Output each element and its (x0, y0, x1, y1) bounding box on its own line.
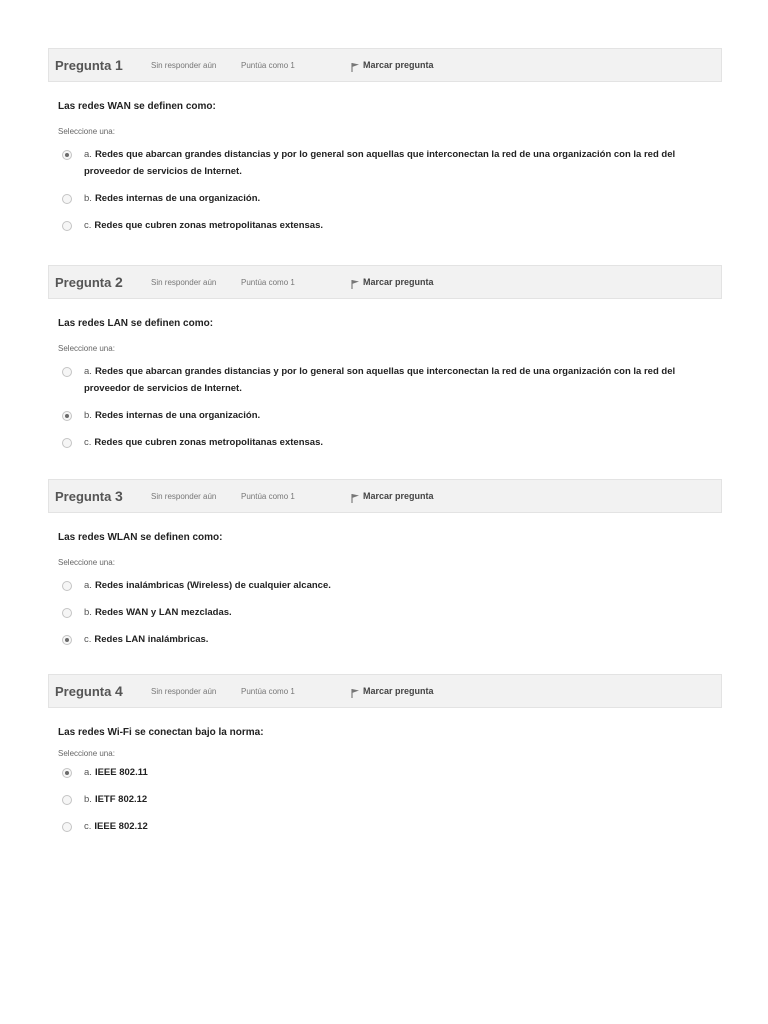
option-text: Redes que abarcan grandes distancias y por lo general son aquellas que interconectan la red de una organización con la red del proveedor de servicios de Internet. (84, 149, 676, 177)
option-letter: a. (84, 149, 92, 160)
option-text: Redes que cubren zonas metropolitanas extensas. (94, 437, 323, 448)
option-letter: b. (84, 607, 92, 618)
radio-button[interactable] (62, 795, 72, 805)
question-1 (48, 48, 722, 244)
answer-option-label[interactable] (84, 407, 260, 424)
flag-question-label: Marcar pregunta (363, 686, 434, 696)
option-text: Redes WAN y LAN mezcladas. (94, 607, 232, 618)
option-text: Redes que cubren zonas metropolitanas extensas. (94, 220, 323, 231)
answer-option-a[interactable] (58, 764, 722, 781)
answer-option-label[interactable] (84, 604, 232, 621)
answer-option-label[interactable] (84, 764, 148, 781)
answer-options (58, 146, 722, 234)
question-2 (48, 265, 722, 461)
question-header (48, 479, 722, 513)
question-title (55, 274, 151, 290)
flag-icon (351, 62, 360, 72)
option-text: Redes internas de una organización. (94, 410, 261, 421)
answer-option-c[interactable] (58, 818, 722, 835)
question-title-label: Pregunta (55, 58, 112, 73)
answer-option-label[interactable] (84, 818, 148, 835)
question-header (48, 48, 722, 82)
flag-icon (351, 688, 360, 698)
answer-option-label[interactable] (84, 190, 260, 207)
answer-prompt: Seleccione una: (58, 127, 115, 136)
radio-button[interactable] (62, 438, 72, 448)
option-letter: c. (84, 220, 92, 231)
answer-options (58, 363, 722, 451)
option-text: IEEE 802.12 (94, 821, 148, 832)
option-letter: a. (84, 580, 92, 591)
flag-question-button[interactable] (351, 277, 434, 287)
option-text: Redes que abarcan grandes distancias y por lo general son aquellas que interconectan la red de una organización con la red del proveedor de servicios de Internet. (84, 366, 676, 394)
question-state: Sin responder aún (151, 60, 217, 70)
answer-option-label[interactable] (84, 577, 331, 594)
question-number: 1 (114, 57, 123, 73)
answer-option-a[interactable] (58, 363, 722, 397)
option-text: IETF 802.12 (94, 794, 148, 805)
question-grade: Puntúa como 1 (241, 277, 295, 287)
option-letter: b. (84, 794, 92, 805)
answer-option-c[interactable] (58, 631, 722, 648)
answer-options (58, 764, 722, 835)
question-title-label: Pregunta (55, 489, 112, 504)
option-letter: c. (84, 437, 92, 448)
answer-option-label[interactable] (84, 791, 147, 808)
answer-option-b[interactable] (58, 791, 722, 808)
flag-question-label: Marcar pregunta (363, 491, 434, 501)
question-body (48, 532, 722, 648)
answer-options (58, 577, 722, 648)
radio-button[interactable] (62, 768, 72, 778)
option-letter: b. (84, 410, 92, 421)
flag-icon (351, 279, 360, 289)
flag-question-button[interactable] (351, 491, 434, 501)
question-number: 2 (114, 274, 123, 290)
answer-option-b[interactable] (58, 604, 722, 621)
option-text: IEEE 802.11 (94, 767, 148, 778)
question-text: Las redes Wi-Fi se conectan bajo la norma: (58, 727, 264, 738)
question-grade: Puntúa como 1 (241, 491, 295, 501)
answer-option-label[interactable] (84, 363, 722, 397)
flag-question-button[interactable] (351, 60, 434, 70)
radio-button[interactable] (62, 411, 72, 421)
radio-button[interactable] (62, 367, 72, 377)
question-grade: Puntúa como 1 (241, 60, 295, 70)
question-state: Sin responder aún (151, 686, 217, 696)
question-grade: Puntúa como 1 (241, 686, 295, 696)
flag-question-label: Marcar pregunta (363, 60, 434, 70)
answer-option-b[interactable] (58, 407, 722, 424)
option-letter: b. (84, 193, 92, 204)
answer-option-label[interactable] (84, 217, 323, 234)
question-state: Sin responder aún (151, 277, 217, 287)
answer-option-label[interactable] (84, 434, 323, 451)
answer-option-c[interactable] (58, 217, 722, 234)
radio-button[interactable] (62, 221, 72, 231)
question-title (55, 488, 151, 504)
radio-button[interactable] (62, 194, 72, 204)
radio-button[interactable] (62, 822, 72, 832)
question-text: Las redes WAN se definen como: (58, 101, 216, 112)
flag-question-label: Marcar pregunta (363, 277, 434, 287)
question-text: Las redes LAN se definen como: (58, 318, 214, 329)
answer-option-b[interactable] (58, 190, 722, 207)
radio-button[interactable] (62, 150, 72, 160)
question-header (48, 674, 722, 708)
question-text: Las redes WLAN se definen como: (58, 532, 223, 543)
answer-prompt: Seleccione una: (58, 558, 115, 567)
answer-option-c[interactable] (58, 434, 722, 451)
question-title-label: Pregunta (55, 275, 112, 290)
question-title (55, 683, 151, 699)
question-header (48, 265, 722, 299)
question-number: 3 (114, 488, 123, 504)
radio-button[interactable] (62, 581, 72, 591)
answer-option-a[interactable] (58, 577, 722, 594)
option-text: Redes inalámbricas (Wireless) de cualquier alcance. (94, 580, 331, 591)
question-title-label: Pregunta (55, 684, 112, 699)
question-body (48, 727, 722, 835)
question-number: 4 (114, 683, 123, 699)
question-3 (48, 479, 722, 658)
answer-prompt: Seleccione una: (58, 749, 115, 758)
option-letter: c. (84, 634, 92, 645)
option-text: Redes internas de una organización. (94, 193, 261, 204)
option-text: Redes LAN inalámbricas. (94, 634, 209, 645)
question-state: Sin responder aún (151, 491, 217, 501)
answer-option-a[interactable] (58, 146, 722, 180)
option-letter: a. (84, 366, 92, 377)
option-letter: a. (84, 767, 92, 778)
radio-button[interactable] (62, 608, 72, 618)
question-title (55, 57, 151, 73)
answer-option-label[interactable] (84, 146, 722, 180)
flag-question-button[interactable] (351, 686, 434, 696)
question-body (48, 318, 722, 451)
question-body (48, 101, 722, 234)
answer-option-label[interactable] (84, 631, 208, 648)
option-letter: c. (84, 821, 92, 832)
radio-button[interactable] (62, 635, 72, 645)
answer-prompt: Seleccione una: (58, 344, 115, 353)
question-4 (48, 674, 722, 845)
flag-icon (351, 493, 360, 503)
